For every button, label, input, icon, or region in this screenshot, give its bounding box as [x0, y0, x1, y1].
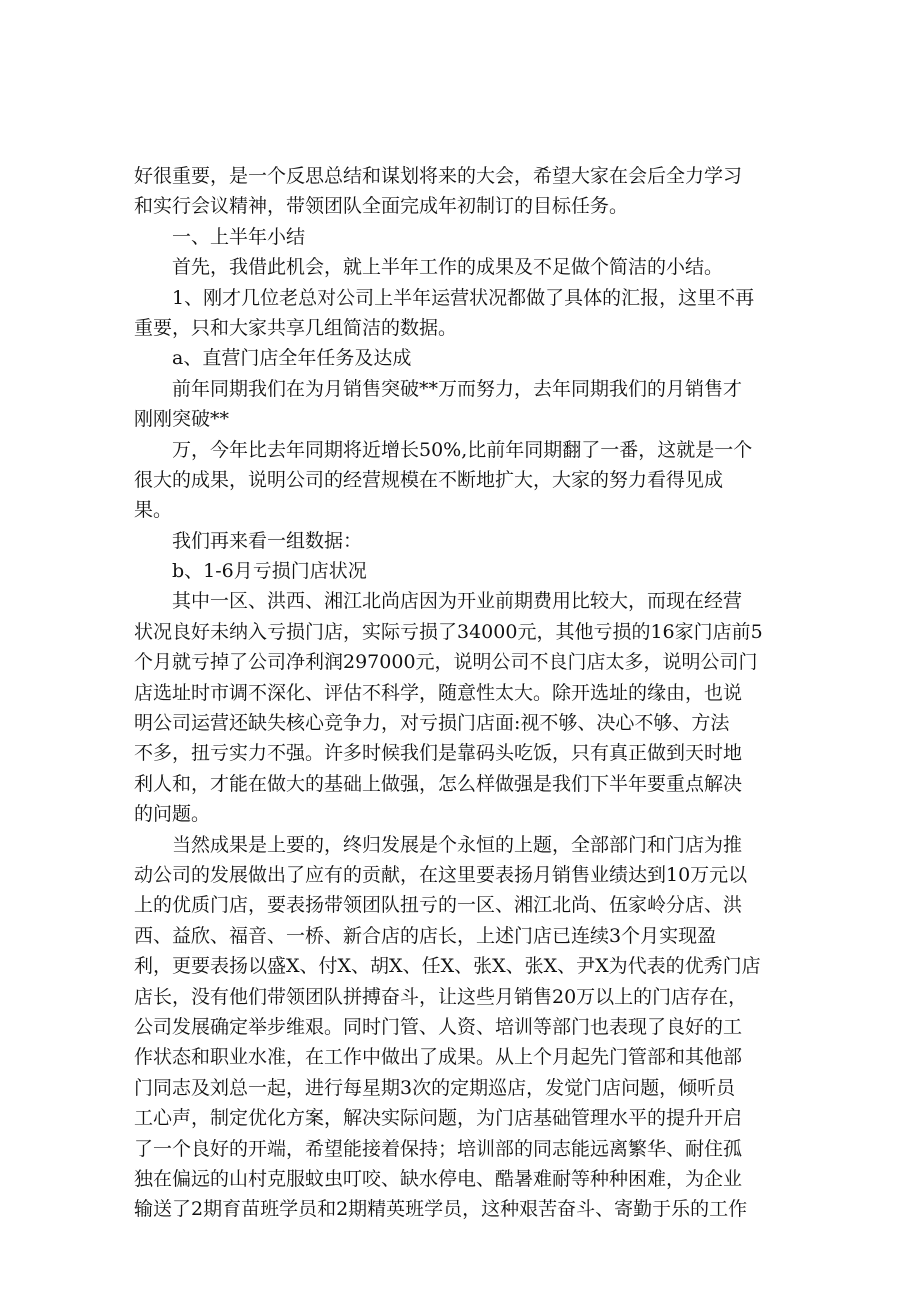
text-line: 利人和，才能在做大的基础上做强，怎么样做强是我们下半年要重点解决: [134, 772, 743, 795]
text-line: 店选址时市调不深化、评估不科学，随意性太大。除开选址的缘由，也说: [134, 681, 743, 704]
text-line: 独在偏远的山村克服蚊虫叮咬、缺水停电、酷暑难耐等种种困难，为企业: [134, 1167, 743, 1190]
text-line: 万，今年比去年同期将近增长50%,比前年同期翻了一番，这就是一个: [172, 438, 753, 461]
text-line: 公司发展确定举步维艰。同时门管、人资、培训等部门也表现了良好的工: [134, 1015, 743, 1038]
text-line: 利，更要表扬以盛X、付X、胡X、任X、张X、张X、尹X为代表的优秀门店: [134, 955, 761, 978]
text-line: 了一个良好的开端，希望能接着保持；培训部的同志能远离繁华、耐住孤: [134, 1137, 743, 1160]
text-line: 门同志及刘总一起，进行每星期3次的定期巡店，发觉门店问题，倾听员: [134, 1076, 736, 1099]
text-line: 一、上半年小结: [172, 225, 306, 248]
text-line: 不多，扭亏实力不强。许多时候我们是靠码头吃饭，只有真正做到天时地: [134, 742, 743, 765]
text-line: 明公司运营还缺失核心竞争力，对亏损门店面:视不够、决心不够、方法: [134, 712, 730, 735]
text-line: a、直营门店全年任务及达成: [172, 347, 412, 370]
text-line: 个月就亏掉了公司净利润297000元，说明公司不良门店太多，说明公司门: [134, 651, 758, 674]
text-line: 状况良好未纳入亏损门店，实际亏损了34000元，其他亏损的16家门店前5: [134, 620, 763, 643]
text-line: 的问题。: [134, 803, 211, 826]
text-line: 果。: [134, 499, 173, 522]
text-line: 作状态和职业水准，在工作中做出了成果。从上个月起先门管部和其他部: [134, 1046, 743, 1069]
text-line: 首先，我借此机会，就上半年工作的成果及不足做个简洁的小结。: [172, 256, 724, 279]
text-line: 1、刚才几位老总对公司上半年运营状况都做了具体的汇报，这里不再: [172, 286, 755, 309]
text-line: 重要，只和大家共享几组简洁的数据。: [134, 316, 458, 339]
text-line: 上的优质门店，要表扬带领团队扭亏的一区、湘江北尚、伍家岭分店、洪: [134, 894, 743, 917]
text-line: 动公司的发展做出了应有的贡献，在这里要表扬月销售业绩达到10万元以: [134, 863, 748, 886]
document-body: [134, 161, 789, 1225]
text-line: 我们再来看一组数据：: [172, 529, 363, 552]
text-line: 前年同期我们在为月销售突破**万而努力，去年同期我们的月销售才: [172, 377, 743, 400]
text-line: 很大的成果，说明公司的经营规模在不断地扩大，大家的努力看得见成: [134, 468, 724, 491]
text-line: 西、益欣、福音、一桥、新合店的店长，上述门店已连续3个月实现盈: [134, 924, 717, 947]
text-line: b、1-6月亏损门店状况: [172, 560, 367, 583]
text-line: 输送了2期育苗班学员和2期精英班学员，这种艰苦奋斗、寄勤于乐的工作: [134, 1198, 748, 1221]
text-line: 当然成果是上要的，终归发展是个永恒的上题，全部部门和门店为推: [172, 833, 743, 856]
text-line: 好很重要，是一个反思总结和谋划将来的大会，希望大家在会后全力学习: [134, 165, 743, 187]
text-line: 和实行会议精神，带领团队全面完成年初制订的目标任务。: [134, 195, 629, 218]
text-line: 店长，没有他们带领团队拼搏奋斗，让这些月销售20万以上的门店存在，: [134, 985, 748, 1008]
text-line: 其中一区、洪西、湘江北尚店因为开业前期费用比较大，而现在经营: [172, 590, 743, 613]
text-line: 工心声，制定优化方案，解决实际问题，为门店基础管理水平的提升开启: [134, 1107, 743, 1130]
text-line: 刚刚突破**: [134, 408, 230, 431]
